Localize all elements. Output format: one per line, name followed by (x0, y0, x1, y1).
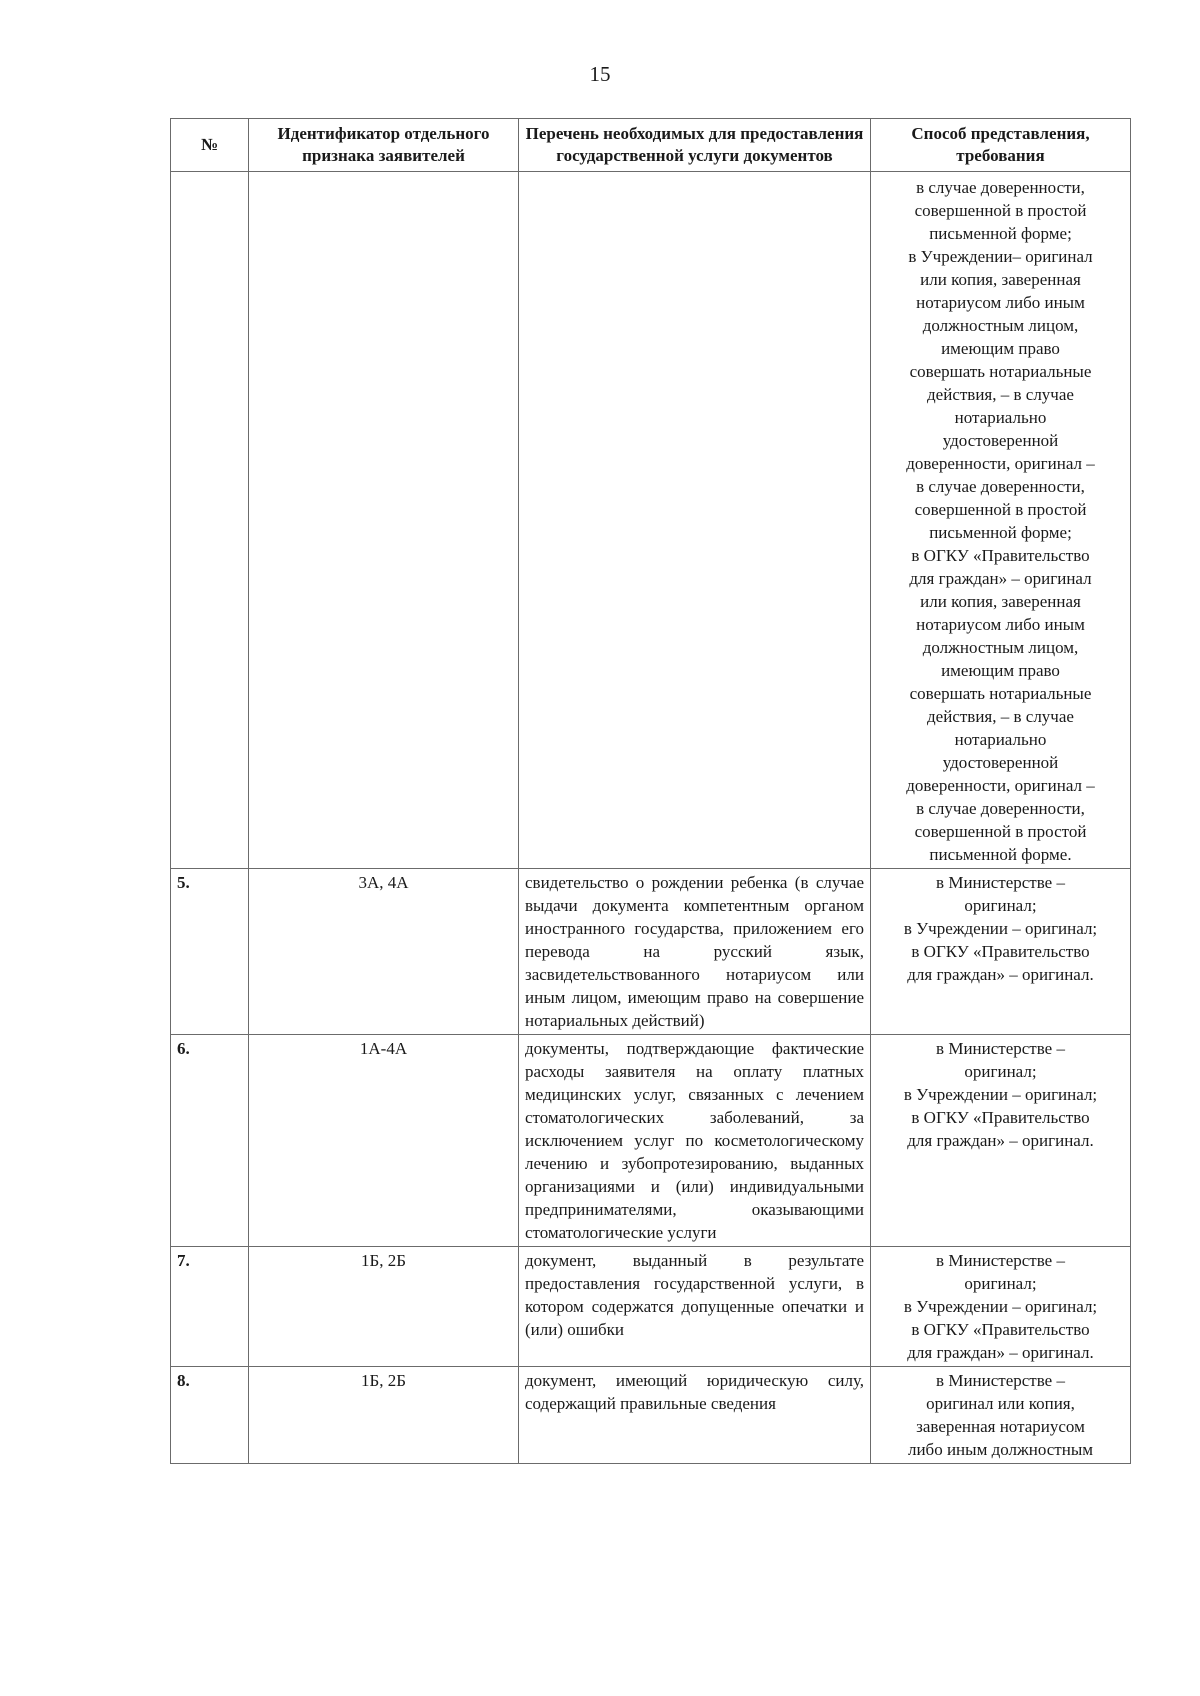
method-line: в ОГКУ «Правительство (911, 546, 1090, 565)
method-line: совершенной в простой (914, 822, 1087, 841)
method-line: нотариусом либо иным (916, 615, 1085, 634)
method-line: в Министерстве – (936, 1371, 1065, 1390)
method-line: доверенности, оригинал – (906, 454, 1095, 473)
cell-num: 8. (171, 1367, 249, 1464)
method-line: нотариусом либо иным (916, 293, 1085, 312)
table-row (171, 1035, 1131, 1247)
method-line: совершать нотариальные (909, 684, 1092, 703)
cell-num: 5. (171, 869, 249, 1035)
method-line: в Министерстве – (936, 1039, 1065, 1058)
cell-documents: документы, подтверждающие фактические расходы заявителя на оплату платных медицинских услуг, связанных с лечением стоматологических заболеваний, за исключением услуг по косметологическому лечению и зубопротезированию, выданных организациями и (или) индивидуальными предпринимателями, оказывающими стоматологические услуги (519, 1035, 871, 1247)
page-number: 15 (589, 62, 611, 86)
method-line: в Учреждении – оригинал; (903, 1297, 1098, 1316)
header-num: № (171, 119, 249, 172)
method-line: письменной форме; (929, 224, 1072, 243)
cell-identifier: 1А-4А (249, 1035, 519, 1247)
method-line: доверенности, оригинал – (906, 776, 1095, 795)
method-line: нотариально (954, 730, 1047, 749)
cell-method (871, 1247, 1131, 1367)
method-line: в ОГКУ «Правительство (911, 1108, 1090, 1127)
cell-method (871, 1367, 1131, 1464)
method-line: или копия, заверенная (920, 592, 1081, 611)
cell-num (171, 172, 249, 869)
cell-num: 7. (171, 1247, 249, 1367)
table-row (171, 1247, 1131, 1367)
method-line: должностным лицом, (922, 638, 1079, 657)
method-line: совершенной в простой (914, 500, 1087, 519)
method-line: оригинал; (964, 1274, 1037, 1293)
method-line: действия, – в случае (927, 707, 1074, 726)
method-line: действия, – в случае (927, 385, 1074, 404)
table-row (171, 1367, 1131, 1464)
method-line: оригинал; (964, 1062, 1037, 1081)
method-line: письменной форме. (929, 845, 1072, 864)
method-line: для граждан» – оригинал. (907, 1131, 1094, 1150)
cell-method (871, 172, 1131, 869)
method-line: совершенной в простой (914, 201, 1087, 220)
method-line: совершать нотариальные (909, 362, 1092, 381)
method-line: оригинал; (964, 896, 1037, 915)
documents-table (170, 118, 1131, 1464)
cell-num: 6. (171, 1035, 249, 1247)
method-line: в случае доверенности, (916, 178, 1085, 197)
method-line: в Учреждении – оригинал; (903, 1085, 1098, 1104)
cell-documents: документ, выданный в результате предоставления государственной услуги, в котором содержатся допущенные опечатки и (или) ошибки (519, 1247, 871, 1367)
method-line: имеющим право (941, 339, 1060, 358)
method-line: в Министерстве – (936, 873, 1065, 892)
table-row (171, 869, 1131, 1035)
header-documents: Перечень необходимых для предоставления государственной услуги документов (519, 119, 871, 172)
header-method: Способ представления, требования (871, 119, 1131, 172)
cell-identifier: 3А, 4А (249, 869, 519, 1035)
method-line: удостоверенной (942, 753, 1059, 772)
header-identifier: Идентификатор отдельного признака заявителей (249, 119, 519, 172)
cell-method (871, 1035, 1131, 1247)
table-row-continuation (171, 172, 1131, 869)
cell-identifier (249, 172, 519, 869)
method-line: в Учреждении – оригинал; (903, 919, 1098, 938)
method-line: оригинал или копия, (926, 1394, 1075, 1413)
table-header-row (171, 119, 1131, 172)
method-line: в Министерстве – (936, 1251, 1065, 1270)
cell-method (871, 869, 1131, 1035)
cell-documents: документ, имеющий юридическую силу, содержащий правильные сведения (519, 1367, 871, 1464)
method-line: удостоверенной (942, 431, 1059, 450)
method-line: должностным лицом, (922, 316, 1079, 335)
method-line: в случае доверенности, (916, 477, 1085, 496)
method-line: для граждан» – оригинал. (907, 1343, 1094, 1362)
method-line: заверенная нотариусом (916, 1417, 1085, 1436)
method-line: либо иным должностным (907, 1440, 1094, 1459)
method-line: для граждан» – оригинал (909, 569, 1092, 588)
method-line: в случае доверенности, (916, 799, 1085, 818)
cell-documents (519, 172, 871, 869)
method-line: для граждан» – оригинал. (907, 965, 1094, 984)
method-line: письменной форме; (929, 523, 1072, 542)
method-line: в ОГКУ «Правительство (911, 942, 1090, 961)
cell-identifier: 1Б, 2Б (249, 1367, 519, 1464)
method-line: имеющим право (941, 661, 1060, 680)
method-line: в Учреждении– оригинал (908, 247, 1093, 266)
method-line: в ОГКУ «Правительство (911, 1320, 1090, 1339)
method-line: или копия, заверенная (920, 270, 1081, 289)
cell-identifier: 1Б, 2Б (249, 1247, 519, 1367)
cell-documents: свидетельство о рождении ребенка (в случае выдачи документа компетентным органом иностранного государства, приложением его перевода на русский язык, засвидетельствованного нотариусом или иным лицом, имеющим право на совершение нотариальных действий) (519, 869, 871, 1035)
method-line: нотариально (954, 408, 1047, 427)
